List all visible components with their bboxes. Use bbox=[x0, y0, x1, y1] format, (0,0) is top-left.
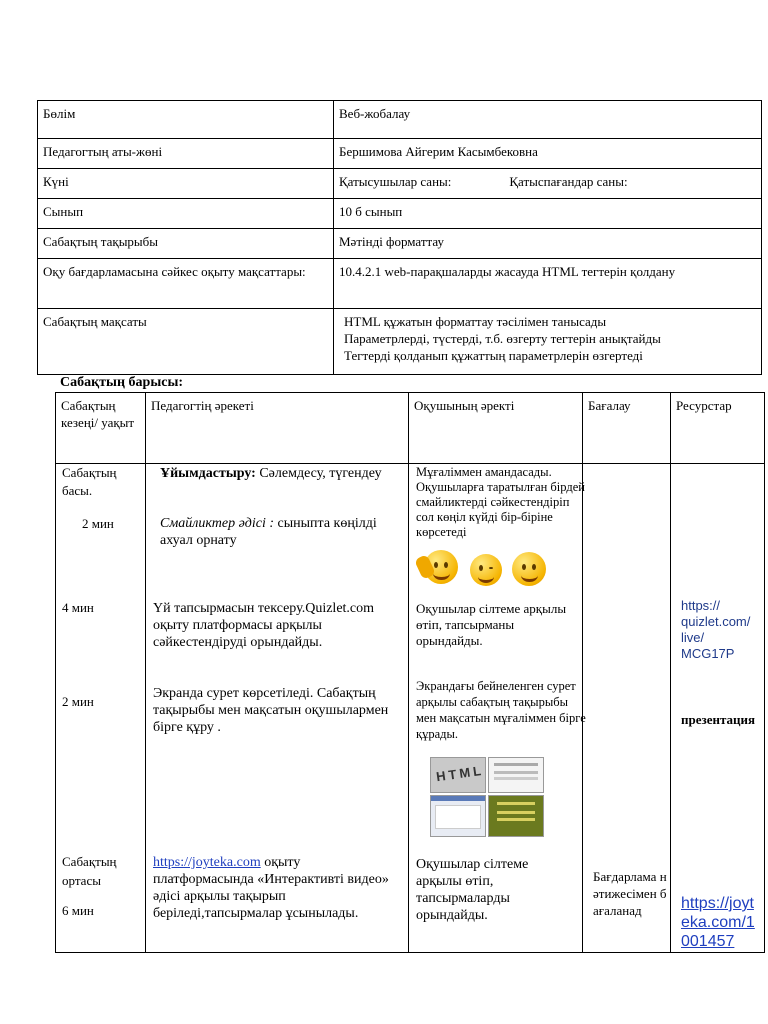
progress-heading: Сабақтың барысы: bbox=[60, 375, 184, 390]
stage-middle-label: Сабақтың ортасы bbox=[62, 854, 117, 888]
lesson-info-table bbox=[37, 100, 762, 375]
time-label: 4 мин bbox=[62, 600, 94, 615]
time-label: 2 мин bbox=[62, 694, 94, 709]
header-resources: Ресурстар bbox=[671, 393, 765, 464]
info-row bbox=[38, 101, 762, 139]
thumbs-up-smiley-icon bbox=[424, 550, 458, 584]
info-value: Веб-жобалау bbox=[334, 101, 762, 139]
info-value: Бершимова Айгерим Касымбековна bbox=[334, 139, 762, 169]
absent-label: Қатыспағандар саны: bbox=[509, 174, 628, 189]
resources-cell bbox=[671, 464, 765, 953]
smile-text: сыныпта көңілді ахуал орнату bbox=[160, 516, 377, 548]
info-label: Сабақтың тақырыбы bbox=[38, 229, 334, 259]
time-label: 6 мин bbox=[62, 903, 94, 918]
joyteka-link[interactable]: https://joyteka.com bbox=[153, 855, 261, 870]
org-bold: Ұйымдастыру: bbox=[160, 466, 256, 481]
assessment-text: Бағдарлама нәтижесімен бағаланад bbox=[593, 869, 667, 918]
info-value: 10 б сынып bbox=[334, 199, 762, 229]
info-row bbox=[38, 259, 762, 309]
smile-method: Смайликтер әдісі : bbox=[160, 516, 275, 531]
teacher-screen: Экранда сурет көрсетіледі. Сабақтың тақырыбы мен мақсатын оқушылармен бірге құру . bbox=[153, 686, 389, 735]
progress-header-row bbox=[56, 393, 765, 464]
teacher-joyteka bbox=[153, 854, 403, 922]
info-value bbox=[334, 309, 762, 375]
html-keys-text: HTML bbox=[435, 762, 485, 785]
winking-smiley-icon bbox=[470, 554, 502, 586]
joyteka-text: оқыту платформасында «Интерактивті видео» әдісі арқылы тақырып беріледі,тапсырмалар ұсынылады. bbox=[153, 855, 389, 921]
teacher-org bbox=[160, 465, 405, 482]
header-assessment: Бағалау bbox=[583, 393, 671, 464]
info-row bbox=[38, 139, 762, 169]
info-label: Педагогтың аты-жөні bbox=[38, 139, 334, 169]
header-teacher: Педагогтің әрекеті bbox=[146, 393, 409, 464]
teacher-homework: Үй тапсырмасын тексеру.Quizlet.com оқыту платформасы арқылы сәйкестендіруді орындайды. bbox=[153, 601, 375, 650]
slide-image bbox=[488, 795, 544, 837]
info-row bbox=[38, 309, 762, 375]
editor-screenshot-image bbox=[488, 757, 544, 793]
info-label: Бөлім bbox=[38, 101, 334, 139]
browser-screenshot-image bbox=[430, 795, 486, 837]
info-label: Оқу бағдарламасына сәйкес оқыту мақсаттары: bbox=[38, 259, 334, 309]
stage-start-label: Сабақтың басы. bbox=[62, 465, 117, 498]
goal-line: Тегтерді қолданып құжаттың параметрлерін өзгертеді bbox=[344, 348, 643, 363]
smiley-images bbox=[418, 548, 568, 588]
html-collage-image bbox=[430, 757, 545, 837]
header-student: Оқушының әректі bbox=[409, 393, 583, 464]
info-value: Мәтінді форматтау bbox=[334, 229, 762, 259]
time-label: 2 мин bbox=[82, 516, 114, 531]
goal-line: HTML құжатын форматтау тәсілімен танысады bbox=[344, 314, 607, 329]
info-value bbox=[334, 169, 762, 199]
org-text: Сәлемдесу, түгендеу bbox=[255, 466, 382, 481]
student-link-task2: Оқушылар сілтеме арқылы өтіп, тапсырмаларды орындайды. bbox=[416, 857, 529, 923]
info-row bbox=[38, 199, 762, 229]
quizlet-link[interactable]: https:// quizlet.com/ live/ MCG17P bbox=[681, 598, 751, 661]
joyteka-resource-link[interactable]: https://joyteka.com/1001457 bbox=[681, 895, 755, 950]
smiling-smiley-icon bbox=[512, 552, 546, 586]
header-stage: Сабақтың кезеңі/ уақыт bbox=[56, 393, 146, 464]
info-row bbox=[38, 169, 762, 199]
student-greet: Мұғаліммен амандасады. Оқушыларға таратылған бірдей смайликтерді сәйкестендіріп сол көңіл күйді бір-біріне көрсетеді bbox=[416, 465, 585, 539]
html-keys-image bbox=[430, 757, 486, 793]
student-image-task: Экрандағы бейнеленген сурет арқылы сабақтың тақырыбы мен мақсатын мұғаліммен бірге құрады. bbox=[416, 679, 586, 741]
teacher-smile bbox=[160, 515, 405, 549]
info-label: Сабақтың мақсаты bbox=[38, 309, 334, 375]
goal-line: Параметрлерді, түстерді, т.б. өзгерту тегтерін анықтайды bbox=[344, 331, 661, 346]
presentation-label: презентация bbox=[681, 712, 756, 727]
student-link-task: Оқушылар сілтеме арқылы өтіп, тапсырманы орындайды. bbox=[416, 601, 567, 648]
participants-label: Қатысушылар саны: bbox=[339, 174, 452, 189]
info-label: Күні bbox=[38, 169, 334, 199]
info-row bbox=[38, 229, 762, 259]
info-value: 10.4.2.1 web-парақшаларды жасауда HTML тегтерін қолдану bbox=[334, 259, 762, 309]
info-label: Сынып bbox=[38, 199, 334, 229]
